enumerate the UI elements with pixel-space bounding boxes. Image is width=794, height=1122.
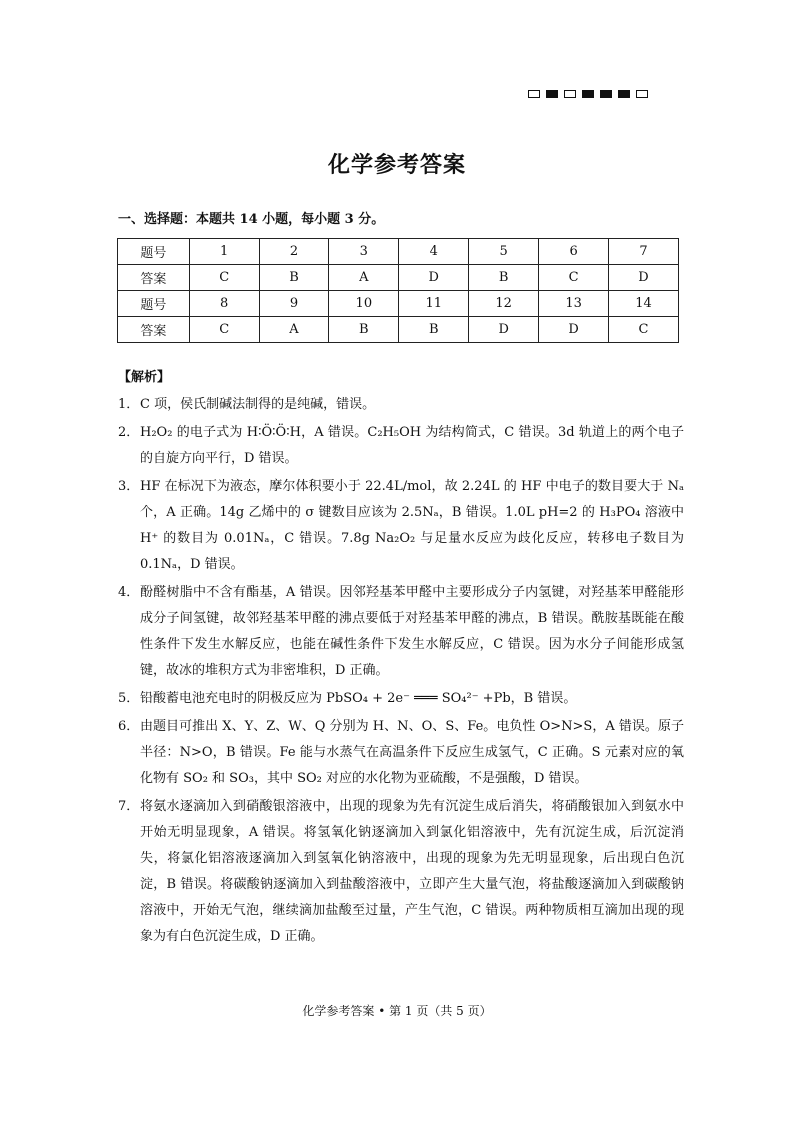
table-cell: 2 — [259, 239, 329, 265]
item-text: C 项，侯氏制碱法制得的是纯碱，错误。 — [140, 397, 376, 412]
table-cell: D — [609, 265, 679, 291]
table-cell: B — [469, 265, 539, 291]
table-cell: 6 — [539, 239, 609, 265]
table-row — [118, 317, 679, 343]
table-cell: 4 — [399, 239, 469, 265]
table-cell: 9 — [259, 291, 329, 317]
table-cell: 14 — [609, 291, 679, 317]
header-mark-filled — [600, 90, 612, 98]
list-item — [118, 794, 684, 950]
table-cell: C — [189, 265, 259, 291]
item-text: 将氨水逐滴加入到硝酸银溶液中，出现的现象为先有沉淀生成后消失，将硝酸银加入到氨水中开始无明显现象，A 错误。将氢氧化钠逐滴加入到氯化铝溶液中，先有沉淀生成，后沉淀消失，将氯化铝溶液逐滴加入到氢氧化钠溶液中，出现的现象为先无明显现象，后出现白色沉淀，B 错误。将碳酸钠逐滴加入到盐酸溶液中，立即产生大量气泡，将盐酸逐滴加入到碳酸钠溶液中，开始无气泡，继续滴加盐酸至过量，产生气泡，C 错误。两种物质相互滴加出现的现象为有白色沉淀生成，D 正确。 — [140, 799, 684, 944]
table-row — [118, 291, 679, 317]
section-heading: 一、选择题：本题共 14 小题，每小题 3 分。 — [118, 212, 385, 227]
item-text: HF 在标况下为液态，摩尔体积要小于 22.4L/mol，故 2.24L 的 HF 中电子的数目要大于 Nₐ 个，A 正确。14g 乙烯中的 σ 键数目应该为 2.5Nₐ，B 错误。1.0L pH=2 的 H₃PO₄ 溶液中 H⁺ 的数目为 0.01Nₐ，C 错误。7.8g Na₂O₂ 与足量水反应为歧化反应，转移电子数目为 0.1Nₐ，D 错误。 — [140, 479, 684, 572]
header-mark-filled — [582, 90, 594, 98]
row-header-cell: 答案 — [118, 317, 190, 343]
table-cell: 1 — [189, 239, 259, 265]
table-cell: D — [539, 317, 609, 343]
header-mark-empty — [636, 90, 648, 98]
table-cell: D — [469, 317, 539, 343]
page-footer: 化学参考答案 • 第 1 页（共 5 页） — [302, 1004, 492, 1018]
table-cell: A — [259, 317, 329, 343]
item-text: 由题目可推出 X、Y、Z、W、Q 分别为 H、N、O、S、Fe。电负性 O>N>S，A 错误。原子半径：N>O，B 错误。Fe 能与水蒸气在高温条件下反应生成氢气，C 正确。S 元素对应的氧化物有 SO₂ 和 SO₃，其中 SO₂ 对应的水化物为亚硫酸，不是强酸，D 错误。 — [140, 719, 684, 786]
item-text: H₂O₂ 的电子式为 H∶Ö∶Ö∶H，A 错误。C₂H₅OH 为结构简式，C 错误。3d 轨道上的两个电子的自旋方向平行，D 错误。 — [140, 425, 684, 466]
table-cell: 3 — [329, 239, 399, 265]
item-text: 酚醛树脂中不含有酯基，A 错误。因邻羟基苯甲醛中主要形成分子内氢键，对羟基苯甲醛能形成分子间氢键，故邻羟基苯甲醛的沸点要低于对羟基苯甲醛的沸点，B 错误。酰胺基既能在酸性条件下发生水解反应，也能在碱性条件下发生水解反应，C 错误。因为水分子间能形成氢键，故冰的堆积方式为非密堆积，D 正确。 — [140, 585, 684, 678]
list-item — [118, 686, 684, 712]
table-cell: B — [329, 317, 399, 343]
table-cell: C — [609, 317, 679, 343]
row-header-cell: 题号 — [118, 239, 190, 265]
row-header-cell: 题号 — [118, 291, 190, 317]
table-cell: C — [189, 317, 259, 343]
list-item — [118, 420, 684, 472]
analysis-heading: 【解析】 — [118, 370, 171, 385]
table-row — [118, 265, 679, 291]
header-mark-filled — [618, 90, 630, 98]
table-cell: 8 — [189, 291, 259, 317]
header-mark-filled — [546, 90, 558, 98]
item-number: 6． — [118, 719, 140, 734]
page-title: 化学参考答案 — [327, 152, 466, 178]
item-number: 1． — [118, 397, 140, 412]
table-cell: 13 — [539, 291, 609, 317]
table-cell: 5 — [469, 239, 539, 265]
item-text: 铅酸蓄电池充电时的阴极反应为 PbSO₄ + 2e⁻ ═══ SO₄²⁻ +Pb，B 错误。 — [140, 691, 577, 706]
item-number: 3． — [118, 479, 140, 494]
list-item — [118, 474, 684, 578]
list-item — [118, 392, 684, 418]
table-cell: B — [399, 317, 469, 343]
table-cell: 7 — [609, 239, 679, 265]
answer-table — [117, 238, 679, 343]
item-number: 5． — [118, 691, 140, 706]
table-cell: D — [399, 265, 469, 291]
analysis-list — [118, 392, 684, 952]
table-cell: 12 — [469, 291, 539, 317]
header-mark-empty — [528, 90, 540, 98]
row-header-cell: 答案 — [118, 265, 190, 291]
header-marks — [528, 90, 648, 98]
list-item — [118, 714, 684, 792]
item-number: 4． — [118, 585, 140, 600]
list-item — [118, 580, 684, 684]
item-number: 2． — [118, 425, 140, 440]
table-cell: 10 — [329, 291, 399, 317]
table-row — [118, 239, 679, 265]
header-mark-empty — [564, 90, 576, 98]
table-cell: A — [329, 265, 399, 291]
item-number: 7． — [118, 799, 140, 814]
table-cell: C — [539, 265, 609, 291]
table-cell: B — [259, 265, 329, 291]
table-cell: 11 — [399, 291, 469, 317]
